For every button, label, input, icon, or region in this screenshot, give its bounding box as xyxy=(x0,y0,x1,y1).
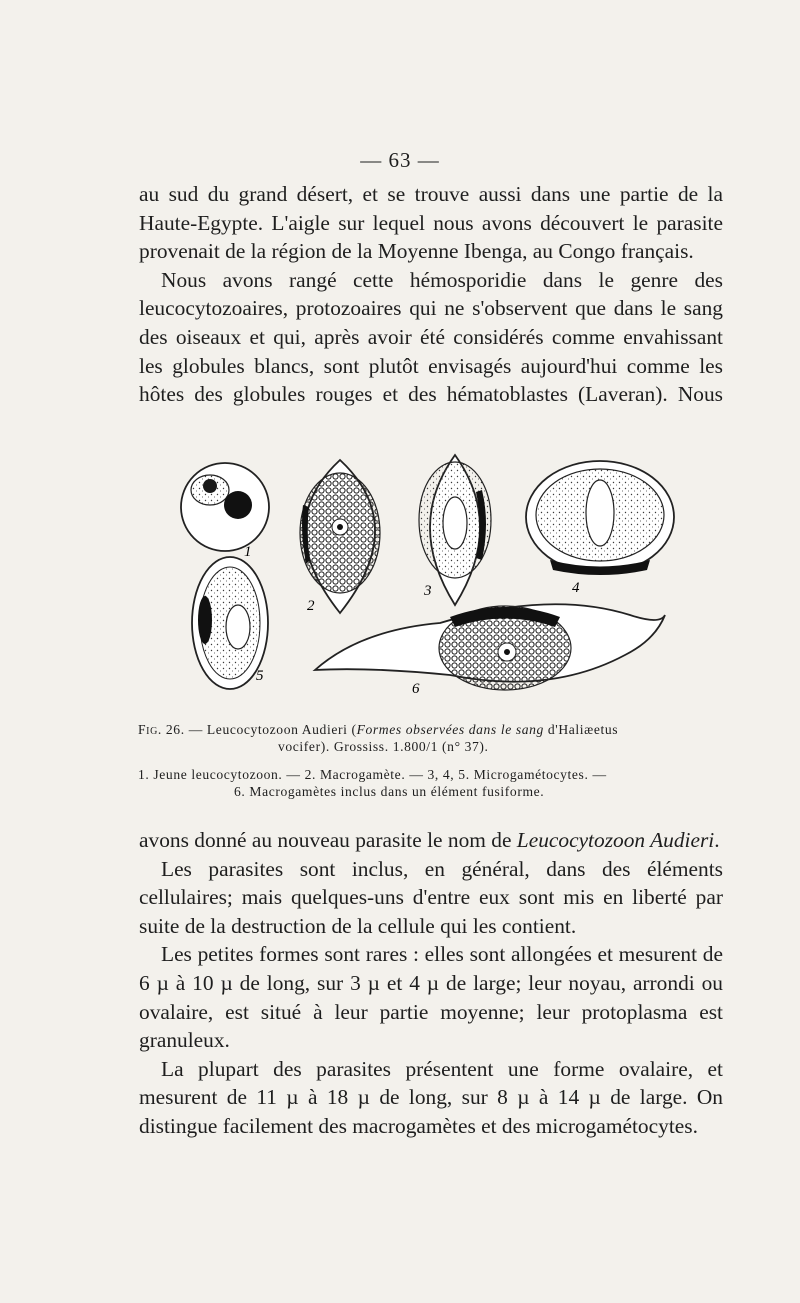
legend-line-2: 6. Macrogamètes inclus dans un élément fusiforme. xyxy=(234,784,545,799)
page-number: — 63 — xyxy=(360,148,440,172)
text-block-top xyxy=(139,180,723,437)
caption-dash: — xyxy=(184,722,207,737)
species-name: Leucocytozoon Audieri xyxy=(516,828,715,852)
paragraph: Nous avons rangé cette hémosporidie dans le genre des leucocytozoaires, protozoaires qui ne s'observent que dans le sang des oiseaux et qui, après avoir été considérés comme envahissant les globules blancs, sont plutôt envisagés aujourd'hui comme les hôtes des globules rouges et des hématoblastes (Laveran). Nous xyxy=(139,267,723,407)
paragraph: La plupart des parasites présentent une forme ovalaire, et mesurent de 11 µ à 18 µ de long, sur 8 µ à 14 µ de large. On distingue facilement des macrogamètes et des microgamétocytes. xyxy=(139,1056,723,1138)
fig-label-6: 6 xyxy=(412,681,420,697)
caption-line-2: vocifer). Grossiss. 1.800/1 (n° 37). xyxy=(278,739,489,754)
figure-illustration xyxy=(150,445,690,710)
cell-4 xyxy=(526,461,674,575)
fig-label-4: 4 xyxy=(572,580,580,596)
caption-title: Leucocytozoon Audieri ( xyxy=(206,722,357,737)
paragraph: Les petites formes sont rares : elles sont allongées et mesurent de 6 µ à 10 µ de long, sur 3 µ et 4 µ de large; leur noyau, arrondi ou ovalaire, est situé à leur partie moyenne; leur protoplasma est granuleux. xyxy=(139,942,723,1053)
paragraph: au sud du grand désert, et se trouve aussi dans une partie de la Haute-Egypte. L'aigle sur lequel nous avons découvert le parasite provenait de la région de la Moyenne Ibenga, au Congo français. xyxy=(139,182,723,264)
cell-1 xyxy=(181,463,269,551)
cell-6 xyxy=(315,604,665,690)
text-block-bottom xyxy=(139,826,723,1141)
figure-caption xyxy=(138,721,724,755)
caption-host: d'Haliæetus xyxy=(543,722,619,737)
figure-number: Fig. 26. xyxy=(138,722,185,737)
fig-label-3: 3 xyxy=(424,583,432,599)
paragraph: Les parasites sont inclus, en général, dans des éléments cellulaires; mais quelques-uns d'entre eux sont mis en liberté par suite de la destruction de la cellule qui les contient. xyxy=(139,856,723,938)
fig-label-2: 2 xyxy=(307,598,315,614)
paragraph: avons donné au nouveau parasite le nom de Leucocytozoon Audieri. xyxy=(139,828,720,852)
caption-italic: Formes observées dans le sang xyxy=(356,722,544,737)
legend-line-1: 1. Jeune leucocytozoon. — 2. Macrogamète. — 3, 4, 5. Microgamétocytes. — xyxy=(138,767,607,782)
cell-2 xyxy=(300,460,380,613)
fig-label-5: 5 xyxy=(256,668,264,684)
figure-legend xyxy=(138,766,724,800)
fig-label-1: 1 xyxy=(244,544,252,560)
